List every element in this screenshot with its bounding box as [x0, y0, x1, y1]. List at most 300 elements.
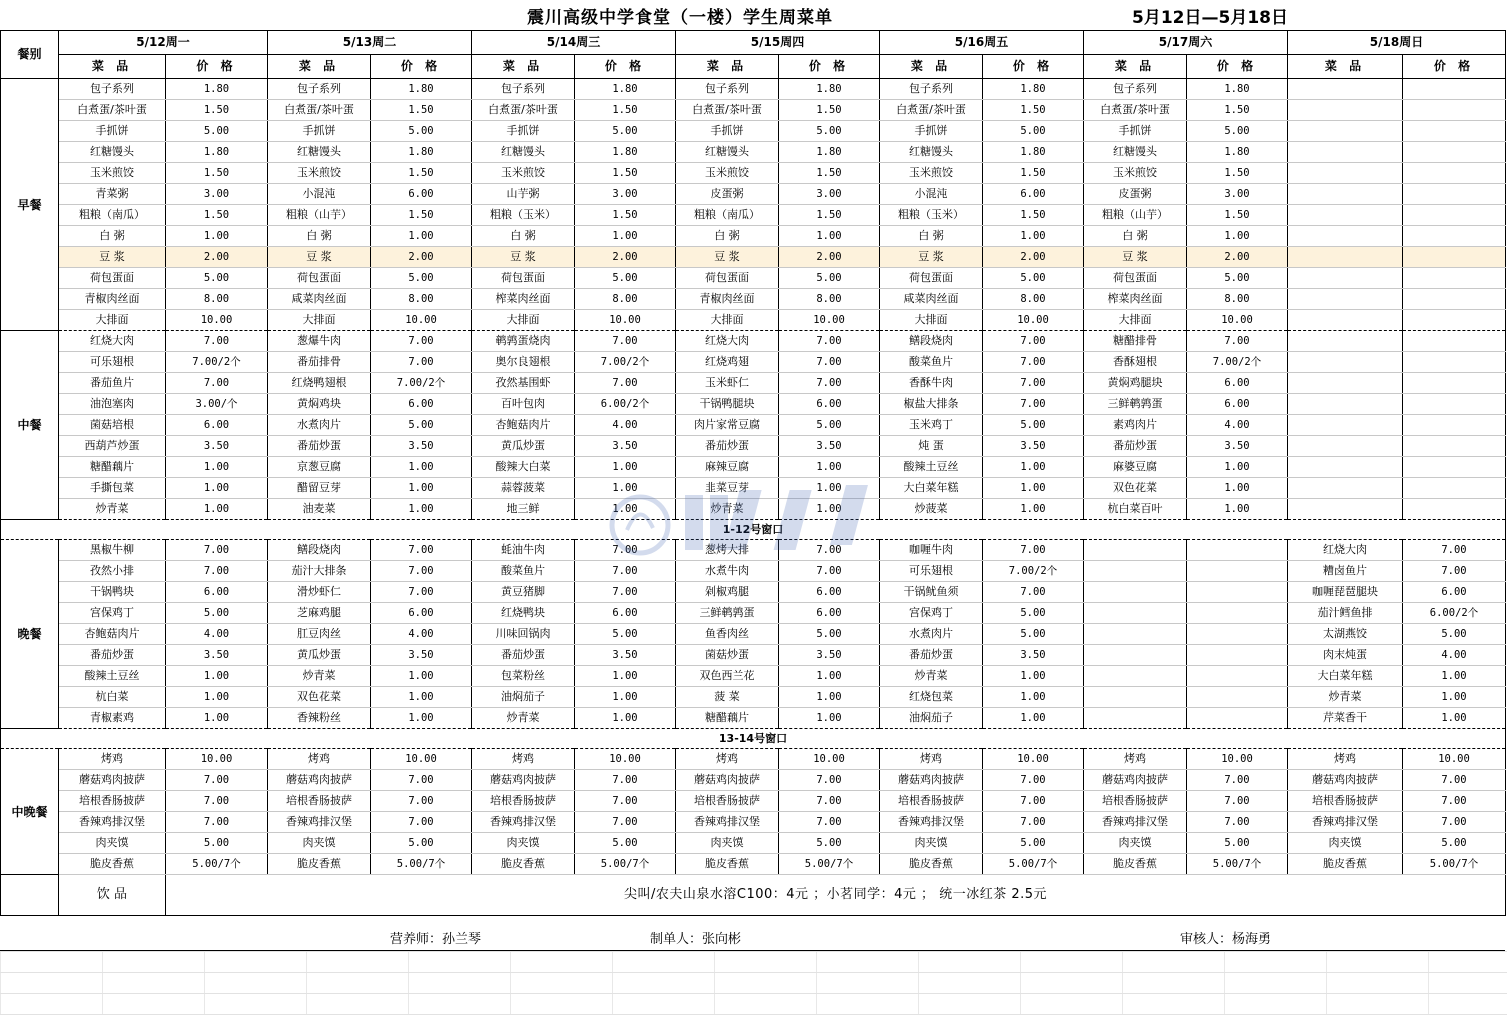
dish-cell: 番茄炒蛋: [268, 436, 371, 457]
price-cell: [1403, 268, 1506, 289]
dish-cell: 粗粮（玉米）: [880, 205, 983, 226]
price-cell: [1403, 247, 1506, 268]
dish-cell: 榨菜肉丝面: [1084, 289, 1187, 310]
dish-cell: 白 粥: [59, 226, 166, 247]
dish-cell: 水煮牛肉: [676, 561, 779, 582]
price-cell: 5.00: [371, 268, 472, 289]
dish-cell: 干锅鸭块: [59, 582, 166, 603]
price-cell: 8.00: [166, 289, 268, 310]
dish-cell: 粗粮（山芋）: [268, 205, 371, 226]
dish-cell: 蘑菇鸡肉披萨: [1084, 770, 1187, 791]
dish-cell: 红糖馒头: [472, 142, 575, 163]
dish-cell: 油泡塞肉: [59, 394, 166, 415]
table-row: [1, 457, 1506, 478]
price-cell: 1.00: [779, 687, 880, 708]
price-cell: 7.00: [1187, 331, 1288, 352]
dish-cell: 包子系列: [880, 79, 983, 100]
price-cell: 7.00/2个: [371, 373, 472, 394]
price-cell: 1.00: [371, 478, 472, 499]
signature-footer: [0, 922, 1505, 951]
price-cell: 7.00: [983, 373, 1084, 394]
price-cell: 3.50: [166, 436, 268, 457]
price-cell: 3.00/个: [166, 394, 268, 415]
price-cell: 1.00: [166, 708, 268, 729]
price-cell: 5.00: [371, 415, 472, 436]
dish-cell: [1288, 415, 1403, 436]
table-row: [1, 666, 1506, 687]
dish-cell: 干锅鱿鱼须: [880, 582, 983, 603]
dish-cell: [1084, 708, 1187, 729]
table-row: [1, 478, 1506, 499]
price-cell: 5.00/7个: [779, 854, 880, 875]
price-cell: 5.00/7个: [983, 854, 1084, 875]
dish-cell: 肉片家常豆腐: [676, 415, 779, 436]
table-row: [1, 833, 1506, 854]
price-cell: 5.00: [779, 268, 880, 289]
dish-cell: 麻辣豆腐: [676, 457, 779, 478]
dish-cell: 豆 浆: [880, 247, 983, 268]
dish-cell: 培根香肠披萨: [59, 791, 166, 812]
price-cell: 3.50: [983, 436, 1084, 457]
dish-cell: 脆皮香蕉: [880, 854, 983, 875]
dish-cell: 韭菜豆芽: [676, 478, 779, 499]
dish-cell: 剁椒鸡腿: [676, 582, 779, 603]
dish-cell: 玉米煎饺: [1084, 163, 1187, 184]
dish-cell: 鱼香肉丝: [676, 624, 779, 645]
price-cell: 7.00: [779, 812, 880, 833]
column-label-row: [1, 55, 1506, 79]
dish-cell: 番茄炒蛋: [880, 645, 983, 666]
dish-cell: 烤鸡: [1084, 749, 1187, 770]
table-row: [1, 163, 1506, 184]
price-cell: [1187, 603, 1288, 624]
dish-cell: 培根香肠披萨: [268, 791, 371, 812]
price-cell: 5.00: [1187, 833, 1288, 854]
dish-cell: 白煮蛋/茶叶蛋: [268, 100, 371, 121]
price-cell: 1.50: [1187, 205, 1288, 226]
dish-cell: 粗粮（山芋）: [1084, 205, 1187, 226]
table-row: [1, 226, 1506, 247]
price-cell: 1.00: [371, 499, 472, 520]
price-cell: 1.00: [575, 226, 676, 247]
dish-cell: 手抓饼: [59, 121, 166, 142]
dish-cell: 黄瓜炒蛋: [472, 436, 575, 457]
dish-cell: 水煮肉片: [268, 415, 371, 436]
price-cell: [1403, 163, 1506, 184]
price-cell: 5.00: [983, 833, 1084, 854]
dish-cell: 酸辣大白菜: [472, 457, 575, 478]
dish-column-header: 菜 品: [1084, 55, 1187, 79]
price-cell: 7.00/2个: [983, 561, 1084, 582]
dish-cell: 干锅鸭腿块: [676, 394, 779, 415]
dish-cell: 双色花菜: [268, 687, 371, 708]
dish-cell: [1288, 226, 1403, 247]
dish-cell: 香辣鸡排汉堡: [880, 812, 983, 833]
dish-cell: [1084, 645, 1187, 666]
dish-cell: 包菜粉丝: [472, 666, 575, 687]
price-cell: 1.50: [166, 100, 268, 121]
dish-cell: 培根香肠披萨: [1084, 791, 1187, 812]
dish-cell: 黄瓜炒蛋: [268, 645, 371, 666]
dish-cell: 三鲜鹌鹑蛋: [1084, 394, 1187, 415]
price-cell: 7.00: [983, 812, 1084, 833]
dish-cell: 油焖茄子: [472, 687, 575, 708]
drinks-row: [1, 875, 1506, 916]
table-row: [1, 394, 1506, 415]
empty-spreadsheet-grid: [0, 951, 1507, 1015]
dish-cell: 西葫芦炒蛋: [59, 436, 166, 457]
dish-cell: 葱烤大排: [676, 540, 779, 561]
price-cell: 1.00: [1403, 708, 1506, 729]
drinks-spacer: [1, 875, 59, 916]
price-cell: 7.00: [575, 373, 676, 394]
drinks-label: 饮 品: [59, 875, 166, 916]
price-cell: 5.00: [166, 603, 268, 624]
price-cell: [1403, 331, 1506, 352]
dish-cell: 豆 浆: [59, 247, 166, 268]
dish-cell: 大排面: [676, 310, 779, 331]
price-cell: 5.00: [983, 268, 1084, 289]
dish-cell: [1084, 582, 1187, 603]
price-cell: 6.00: [1187, 373, 1288, 394]
dish-cell: 番茄炒蛋: [59, 645, 166, 666]
dish-cell: 包子系列: [676, 79, 779, 100]
price-cell: [1187, 561, 1288, 582]
price-cell: 1.00: [779, 499, 880, 520]
price-cell: 5.00/7个: [1187, 854, 1288, 875]
dish-cell: 香辣鸡排汉堡: [1084, 812, 1187, 833]
price-cell: 1.80: [983, 142, 1084, 163]
price-column-header: 价 格: [371, 55, 472, 79]
dish-cell: 炒青菜: [59, 499, 166, 520]
price-cell: 6.00: [779, 603, 880, 624]
meal-label: 中餐: [1, 331, 59, 520]
price-cell: 3.00: [1187, 184, 1288, 205]
dish-cell: 芝麻鸡腿: [268, 603, 371, 624]
dish-cell: 白 粥: [472, 226, 575, 247]
dish-cell: 豆 浆: [268, 247, 371, 268]
price-cell: [1403, 184, 1506, 205]
dish-cell: 酸辣土豆丝: [59, 666, 166, 687]
price-cell: 3.50: [1187, 436, 1288, 457]
table-row: [1, 79, 1506, 100]
table-row: [1, 561, 1506, 582]
dish-cell: [1288, 268, 1403, 289]
price-cell: 7.00: [371, 582, 472, 603]
dish-cell: 大排面: [268, 310, 371, 331]
price-cell: 6.00/2个: [1403, 603, 1506, 624]
table-row: [1, 645, 1506, 666]
price-cell: 1.00: [166, 226, 268, 247]
price-cell: 7.00: [779, 540, 880, 561]
table-row: [1, 854, 1506, 875]
price-cell: 5.00: [166, 268, 268, 289]
price-cell: [1187, 708, 1288, 729]
price-cell: 1.50: [779, 205, 880, 226]
dish-cell: 香辣鸡排汉堡: [1288, 812, 1403, 833]
dish-cell: 白煮蛋/茶叶蛋: [676, 100, 779, 121]
dish-cell: [1084, 603, 1187, 624]
dish-cell: 可乐翅根: [880, 561, 983, 582]
dish-cell: 荷包蛋面: [268, 268, 371, 289]
price-cell: 7.00: [1187, 791, 1288, 812]
price-cell: 5.00: [371, 833, 472, 854]
dish-cell: [1288, 163, 1403, 184]
price-cell: 1.50: [983, 205, 1084, 226]
price-cell: 5.00: [575, 833, 676, 854]
price-cell: 7.00: [1403, 561, 1506, 582]
dish-cell: 麻婆豆腐: [1084, 457, 1187, 478]
price-cell: 1.80: [371, 142, 472, 163]
dish-cell: 鳝段烧肉: [880, 331, 983, 352]
price-cell: 7.00: [575, 770, 676, 791]
dish-cell: [1288, 331, 1403, 352]
price-cell: 2.00: [371, 247, 472, 268]
price-cell: 1.00: [983, 666, 1084, 687]
drinks-text: 尖叫/农夫山泉水溶C100：4元 ；小茗同学：4元 ； 统一冰红茶 2.5元: [166, 875, 1506, 916]
price-cell: 7.00: [371, 770, 472, 791]
price-cell: 1.00: [779, 478, 880, 499]
day-header: 5/17周六: [1084, 31, 1288, 55]
dish-cell: 肉夹馍: [59, 833, 166, 854]
price-cell: 6.00: [371, 603, 472, 624]
meal-label: 晚餐: [1, 540, 59, 729]
price-cell: 1.50: [371, 163, 472, 184]
table-row: [1, 499, 1506, 520]
price-cell: [1403, 478, 1506, 499]
price-cell: 7.00: [1187, 770, 1288, 791]
dish-cell: 白煮蛋/茶叶蛋: [59, 100, 166, 121]
dish-cell: 红烧鸭翅根: [268, 373, 371, 394]
price-cell: 6.00: [166, 415, 268, 436]
window-label: 1-12号窗口: [1, 520, 1506, 540]
price-cell: 10.00: [779, 310, 880, 331]
price-cell: 4.00: [1187, 415, 1288, 436]
dish-cell: 手抓饼: [676, 121, 779, 142]
price-cell: 7.00: [166, 812, 268, 833]
dish-cell: 青椒肉丝面: [676, 289, 779, 310]
window-label: 13-14号窗口: [1, 729, 1506, 749]
dish-cell: 青椒肉丝面: [59, 289, 166, 310]
dish-cell: 手抓饼: [268, 121, 371, 142]
price-cell: [1403, 79, 1506, 100]
price-cell: 7.00: [983, 582, 1084, 603]
dish-cell: [1288, 394, 1403, 415]
price-cell: 3.50: [371, 436, 472, 457]
dish-cell: 蘑菇鸡肉披萨: [268, 770, 371, 791]
dish-cell: 香酥牛肉: [880, 373, 983, 394]
meal-column-header: 餐别: [1, 31, 59, 79]
price-cell: 6.00: [1403, 582, 1506, 603]
dish-cell: 榨菜肉丝面: [472, 289, 575, 310]
weekly-menu-table: [0, 30, 1506, 916]
price-cell: 1.00: [779, 457, 880, 478]
dish-cell: 白 粥: [1084, 226, 1187, 247]
reviewer-label: 审核人：杨海勇: [1180, 932, 1272, 947]
dish-column-header: 菜 品: [1288, 55, 1403, 79]
price-cell: 7.00: [1187, 812, 1288, 833]
price-cell: 7.00: [779, 791, 880, 812]
price-cell: 10.00: [166, 749, 268, 770]
dish-cell: 白煮蛋/茶叶蛋: [1084, 100, 1187, 121]
dish-cell: 蒜蓉菠菜: [472, 478, 575, 499]
dish-cell: 红烧包菜: [880, 687, 983, 708]
price-cell: 3.50: [779, 436, 880, 457]
table-row: [1, 373, 1506, 394]
price-cell: 1.00: [575, 499, 676, 520]
dish-cell: 包子系列: [1084, 79, 1187, 100]
price-cell: [1187, 624, 1288, 645]
dish-cell: 手抓饼: [880, 121, 983, 142]
dish-cell: 番茄炒蛋: [676, 436, 779, 457]
dish-cell: 包子系列: [472, 79, 575, 100]
price-cell: 1.00: [1187, 478, 1288, 499]
dish-cell: 脆皮香蕉: [59, 854, 166, 875]
day-header: 5/13周二: [268, 31, 472, 55]
price-cell: [1403, 310, 1506, 331]
dish-cell: 黑椒牛柳: [59, 540, 166, 561]
table-row: [1, 436, 1506, 457]
price-cell: 6.00: [371, 184, 472, 205]
price-cell: 2.00: [779, 247, 880, 268]
price-cell: 6.00: [166, 582, 268, 603]
dish-cell: [1084, 666, 1187, 687]
dish-cell: 红糖馒头: [59, 142, 166, 163]
price-cell: [1403, 142, 1506, 163]
price-cell: 5.00: [983, 121, 1084, 142]
dish-cell: 杭白菜: [59, 687, 166, 708]
price-cell: 7.00: [371, 331, 472, 352]
dish-cell: 红糖馒头: [268, 142, 371, 163]
price-column-header: 价 格: [166, 55, 268, 79]
price-cell: 10.00: [1187, 749, 1288, 770]
price-cell: 1.50: [166, 205, 268, 226]
dish-cell: 蚝油牛肉: [472, 540, 575, 561]
dish-cell: 酸菜鱼片: [472, 561, 575, 582]
price-cell: [1187, 666, 1288, 687]
price-cell: 7.00: [166, 373, 268, 394]
price-cell: 1.00: [166, 687, 268, 708]
dish-cell: 红烧大肉: [1288, 540, 1403, 561]
price-cell: 1.00: [1403, 666, 1506, 687]
price-cell: 7.00: [371, 561, 472, 582]
table-row: [1, 121, 1506, 142]
price-cell: 1.00: [371, 708, 472, 729]
price-cell: 1.00: [371, 666, 472, 687]
price-cell: [1187, 645, 1288, 666]
dish-cell: 蘑菇鸡肉披萨: [1288, 770, 1403, 791]
price-cell: 7.00: [1403, 812, 1506, 833]
price-cell: 5.00: [371, 121, 472, 142]
dish-cell: 包子系列: [59, 79, 166, 100]
price-cell: 7.00: [1403, 540, 1506, 561]
price-cell: 1.50: [983, 100, 1084, 121]
price-cell: 5.00: [779, 624, 880, 645]
price-cell: 7.00: [575, 791, 676, 812]
price-cell: 5.00: [983, 415, 1084, 436]
price-cell: 1.50: [575, 163, 676, 184]
dish-column-header: 菜 品: [676, 55, 779, 79]
price-cell: 1.00: [983, 457, 1084, 478]
price-cell: 3.50: [575, 436, 676, 457]
dish-cell: 番茄鱼片: [59, 373, 166, 394]
price-cell: 5.00: [575, 624, 676, 645]
dish-cell: 菌菇炒蛋: [676, 645, 779, 666]
dish-cell: [1288, 205, 1403, 226]
price-cell: 1.00: [371, 687, 472, 708]
dish-cell: 油焖茄子: [880, 708, 983, 729]
day-header: 5/18周日: [1288, 31, 1506, 55]
price-cell: [1403, 394, 1506, 415]
price-cell: 5.00: [779, 415, 880, 436]
dish-cell: 手抓饼: [472, 121, 575, 142]
dish-cell: 烤鸡: [676, 749, 779, 770]
window-divider-row: [1, 729, 1506, 749]
price-cell: 5.00: [779, 833, 880, 854]
price-cell: 1.00: [371, 226, 472, 247]
price-cell: 3.50: [779, 645, 880, 666]
dish-cell: 玉米煎饺: [59, 163, 166, 184]
price-cell: [1403, 289, 1506, 310]
dish-cell: 炒青菜: [880, 666, 983, 687]
dish-cell: 大白菜年糕: [1288, 666, 1403, 687]
day-header-row: [1, 31, 1506, 55]
price-cell: [1403, 373, 1506, 394]
price-cell: 7.00: [371, 352, 472, 373]
price-cell: 10.00: [371, 310, 472, 331]
price-cell: 7.00: [575, 331, 676, 352]
dish-cell: 烤鸡: [880, 749, 983, 770]
dish-cell: 蘑菇鸡肉披萨: [59, 770, 166, 791]
dish-column-header: 菜 品: [268, 55, 371, 79]
price-cell: 1.00: [1403, 687, 1506, 708]
dish-cell: 双色花菜: [1084, 478, 1187, 499]
dish-cell: 大白菜年糕: [880, 478, 983, 499]
dish-cell: 豆 浆: [676, 247, 779, 268]
price-cell: [1403, 100, 1506, 121]
price-cell: 7.00: [166, 331, 268, 352]
dish-cell: 宫保鸡丁: [880, 603, 983, 624]
price-cell: [1187, 540, 1288, 561]
price-cell: 7.00: [1403, 770, 1506, 791]
dish-cell: 炒菠菜: [880, 499, 983, 520]
price-cell: [1403, 499, 1506, 520]
dish-cell: 炒青菜: [472, 708, 575, 729]
dish-cell: 京葱豆腐: [268, 457, 371, 478]
meal-label: 中晚餐: [1, 749, 59, 875]
price-cell: 1.80: [779, 142, 880, 163]
price-cell: 4.00: [1403, 645, 1506, 666]
price-cell: 4.00: [166, 624, 268, 645]
dish-cell: 烤鸡: [268, 749, 371, 770]
price-cell: 5.00/7个: [1403, 854, 1506, 875]
dish-cell: 炒青菜: [676, 499, 779, 520]
price-cell: [1403, 205, 1506, 226]
dish-cell: [1288, 289, 1403, 310]
dish-cell: 素鸡肉片: [1084, 415, 1187, 436]
dish-cell: 香辣鸡排汉堡: [676, 812, 779, 833]
dish-cell: 白 粥: [880, 226, 983, 247]
dish-cell: 手撕包菜: [59, 478, 166, 499]
price-cell: 5.00: [983, 603, 1084, 624]
price-cell: 1.00: [166, 666, 268, 687]
price-cell: 3.50: [371, 645, 472, 666]
dish-cell: 酸辣土豆丝: [880, 457, 983, 478]
page-title: 震川高级中学食堂（一楼）学生周菜单: [527, 8, 833, 28]
price-cell: [1403, 457, 1506, 478]
price-cell: 1.80: [983, 79, 1084, 100]
dish-cell: [1288, 499, 1403, 520]
